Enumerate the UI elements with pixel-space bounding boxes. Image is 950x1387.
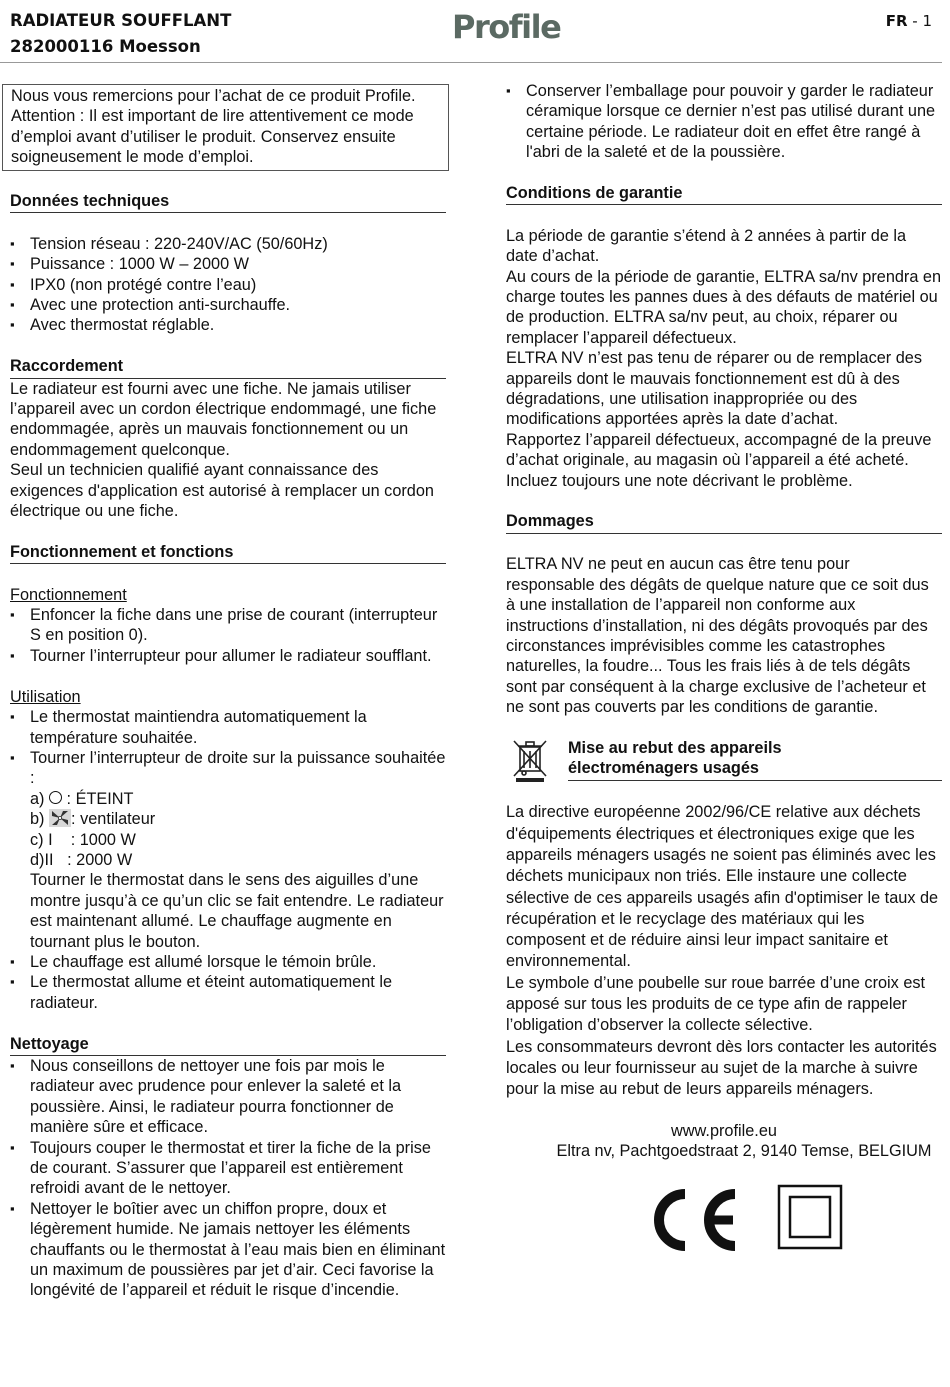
language-code: FR [885,12,908,30]
nettoyage-list [10,1056,446,1301]
section-title-tech: Données techniques [10,191,446,213]
garantie-p2: Au cours de la période de garantie, ELTRA sa/nv prendra en charge toutes les pannes dues à des défauts de matériel ou de production. ELTRA sa/nv peut, au choix, réparer ou remplacer l’appareil défectueux. [506,267,942,347]
list-item: ▪ Puissance : 1000 W – 2000 W [10,254,446,274]
right-column [506,81,942,1256]
thermostat-instruction: Tourner le thermostat dans le sens des aiguilles d’une montre jusqu’à ce qu’un clic se fait entendre. Le radiateur est maintenant allumé. Le chauffage augmente en tournant plus le bouton. [30,871,444,951]
rebut-p1: La directive européenne 2002/96/CE relative aux déchets d'équipements électriques et électroniques exige que les appareils ménagers usagés ne soient pas éliminés avec les déchets municipaux non triés. Elle instaure une collecte sélective de ces appareils usagés afin d'optimiser le taux de récupération et le recyclage des matériaux qui les composent et de réduire ainsi leur impact sanitaire et environnemental. [506,803,939,971]
brand-logo: Profile [452,8,561,46]
rebut-p3: Les consommateurs devront dès lors contacter les autorités locales ou leur fournisseur au sujet de la marche à suivre pour la mise au rebut de leurs appareils ménagers. [506,1037,937,1099]
document-header [10,8,231,60]
section-title-garantie: Conditions de garantie [506,183,942,205]
list-item: ▪ Nettoyer le boîtier avec un chiffon propre, doux et légèrement humide. Ne jamais nettoyer les éléments chauffants ou le thermostat à l’eau mais bien en éliminant un maximum de poussières par jet d’air. Ceci favorise la longévité de l’appareil et réduit le risque d’incendie. [10,1199,446,1301]
rebut-header [506,738,942,782]
utilisation-list [10,707,446,1013]
list-item: ▪ Conserver l’emballage pour pouvoir y garder le radiateur céramique lorsque ce dernier n’est pas utilisé durant une certaine période. Le radiateur doit en effet être rangé à l'abri de la saleté et de la poussière. [506,81,942,163]
rebut-p2: Le symbole d’une poubelle sur roue barrée d’une croix est apposé sur tous les produits de ce type afin de rappeler l’obligation d’observer la collecte sélective. [506,973,926,1035]
section-title-dommages: Dommages [506,511,942,533]
off-circle-icon [49,791,62,804]
footer-address: Eltra nv, Pachtgoedstraat 2, 9140 Temse, BELGIUM [556,1142,932,1161]
raccordement-p1: Le radiateur est fourni avec une fiche. Ne jamais utiliser l’appareil avec un cordon électrique endommagé, une fiche endommagée, après un mauvais fonctionnement ou un endommagement quelconque. [10,379,437,459]
list-item: ▪ Nous conseillons de nettoyer une fois par mois le radiateur avec prudence pour enlever la saleté et la poussière. Ainsi, le radiateur pourra fonctionner de manière sûre et efficace. [10,1056,446,1138]
section-title-rebut: Mise au rebut des appareils électroménagers usagés [568,738,942,781]
list-item: ▪ Le chauffage est allumé lorsque le témoin brûle. [10,952,446,972]
list-item: ▪ Tourner l’interrupteur pour allumer le radiateur soufflant. [10,646,446,666]
option-1000w: c) I : 1000 W [30,830,136,849]
option-fan: b) : ventilateur [30,810,156,829]
footer-url: www.profile.eu [671,1121,777,1140]
left-column [10,84,446,1301]
fonctionnement-list [10,605,446,666]
list-item: ▪ IPX0 (non protégé contre l’eau) [10,275,446,295]
page-number [886,12,932,30]
certification-marks [506,1184,942,1256]
section-title-fonctions: Fonctionnement et fonctions [10,542,446,564]
list-item: ▪ Le thermostat allume et éteint automatiquement le radiateur. [10,972,446,1013]
intro-text: Nous vous remercions pour l’achat de ce produit Profile. Attention : Il est important de lire attentivement ce mode d’emploi avant d’utiliser le produit. Conservez ensuite soigneusement le mode d’emploi. [11,87,416,167]
product-title: RADIATEUR SOUFFLANT [10,11,232,30]
double-insulation-icon [777,1184,843,1250]
header-divider [0,62,942,63]
switch-instruction: ▪ Tourner l’interrupteur de droite sur la puissance souhaitée : [30,748,446,788]
subsection-utilisation: Utilisation [10,687,81,706]
raccordement-p2: Seul un technicien qualifié ayant connaissance des exigences d'application est autorisé à remplacer un cordon électrique ou une fiche. [10,461,434,521]
list-item: ▪ Avec une protection anti-surchauffe. [10,295,446,315]
list-item: ▪ Tension réseau : 220-240V/AC (50/60Hz) [10,234,446,254]
subsection-fonctionnement: Fonctionnement [10,585,127,604]
page-index: - 1 [907,12,932,30]
list-item: ▪ Toujours couper le thermostat et tirer la fiche de la prise de courant. S’assurer que l’appareil est entièrement refroidi avant de le nettoyer. [10,1138,446,1199]
list-item: ▪ Le thermostat maintiendra automatiquement la température souhaitée. [10,707,446,748]
crossed-bin-icon [510,738,550,782]
product-reference: 282000116 Moesson [10,37,201,56]
garantie-p3: ELTRA NV n’est pas tenu de réparer ou de remplacer des appareils dont le mauvais fonctionnement est dû à des dégradations, une utilisation inappropriée ou des modifications apportées après la date d’achat. [506,349,922,429]
dommages-p1: ELTRA NV ne peut en aucun cas être tenu pour responsable des dégâts de quelque nature que ce soit dus à une installation de l’appareil non conforme aux instructions d’installation, ni des dégâts provoqués par des circonstances imprévisibles comme les catastrophes naturelles, la foudre... Tous les frais liés à de tels dégâts sont par conséquent à la charge exclusive de l’acheteur et ne sont pas couverts par les conditions de garantie. [506,555,929,717]
ce-mark-icon [641,1184,741,1256]
fan-icon [49,809,71,827]
intro-box [2,84,449,171]
list-item [10,748,446,952]
list-item: ▪ Enfoncer la fiche dans une prise de courant (interrupteur S en position 0). [10,605,446,646]
tech-list [10,234,446,336]
section-title-nettoyage: Nettoyage [10,1034,446,1056]
option-off: a) : ÉTEINT [30,789,134,808]
garantie-p4: Rapportez l’appareil défectueux, accompagné de la preuve d’achat originale, au magasin où l’appareil a été acheté. Incluez toujours une note décrivant le problème. [506,430,932,490]
section-title-raccordement: Raccordement [10,356,446,378]
option-2000w: d)II : 2000 W [30,850,133,869]
list-item: ▪ Avec thermostat réglable. [10,315,446,335]
garantie-p1: La période de garantie s’étend à 2 années à partir de la date d’achat. [506,226,907,266]
storage-list [506,81,942,163]
